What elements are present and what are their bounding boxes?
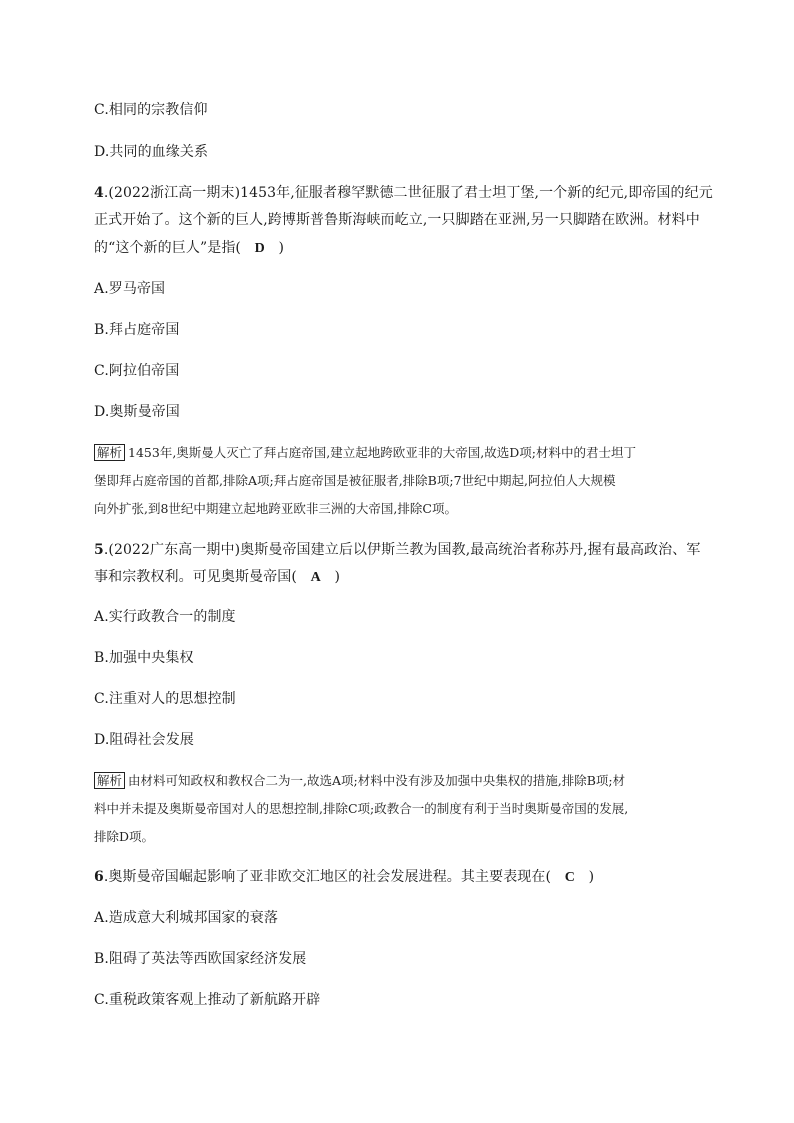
q5-option-c: C.注重对人的思想控制 <box>94 691 236 707</box>
q6-option-a: A.造成意大利城邦国家的衰落 <box>94 910 278 926</box>
q5-text-1: 奥斯曼帝国建立后以伊斯兰教为国教,最高统治者称苏丹,握有最高政治、军 <box>240 542 701 558</box>
q5-source: .(2022广东高一期中) <box>103 542 241 558</box>
q5-text-2: 事和宗教权利。可见奥斯曼帝国( <box>94 569 297 585</box>
q5-stem-line2 <box>94 567 340 588</box>
q4-analysis-text-1: 1453年,奥斯曼人灭亡了拜占庭帝国,建立起地跨欧亚非的大帝国,故选D项;材料中的君士坦丁 <box>128 445 636 460</box>
q4-answer: D <box>254 241 265 256</box>
q5-answer: A <box>310 570 321 585</box>
q4-option-b: B.拜占庭帝国 <box>94 322 180 338</box>
q5-analysis-line3: 排除D项。 <box>94 829 155 844</box>
q3-option-c: C.相同的宗教信仰 <box>94 102 208 118</box>
q6-option-b: B.阻碍了英法等西欧国家经济发展 <box>94 951 307 967</box>
q5-stem-line1 <box>94 540 700 560</box>
q4-analysis-line2: 堡即拜占庭帝国的首都,排除A项;拜占庭帝国是被征服者,排除B项;7世纪中期起,阿拉伯人大规模 <box>94 473 616 488</box>
q5-analysis-tag: 解析 <box>94 772 125 789</box>
q4-analysis-line1 <box>94 443 636 463</box>
q4-stem-line1 <box>94 183 713 203</box>
q5-analysis-line1 <box>94 771 625 791</box>
q4-analysis-line3: 向外扩张,到8世纪中期建立起地跨亚欧非三洲的大帝国,排除C项。 <box>94 501 457 516</box>
q6-answer: C <box>564 870 575 885</box>
q4-analysis-tag: 解析 <box>94 444 125 461</box>
q6-option-c: C.重税政策客观上推动了新航路开辟 <box>94 992 321 1008</box>
q4-paren-close: ) <box>278 240 285 256</box>
q5-analysis-text-1: 由材料可知政权和教权合二为一,故选A项;材料中没有涉及加强中央集权的措施,排除B项;材 <box>128 773 626 788</box>
q3-option-d: D.共同的血缘关系 <box>94 144 209 160</box>
q6-paren-close: ) <box>588 869 595 885</box>
q6-number: 6 <box>94 869 104 885</box>
q5-paren-close: ) <box>334 569 341 585</box>
q4-option-d: D.奥斯曼帝国 <box>94 404 180 420</box>
q5-number: 5 <box>94 542 104 558</box>
q4-source: .(2022浙江高一期末) <box>103 185 241 201</box>
q4-option-a: A.罗马帝国 <box>94 281 166 297</box>
q5-option-b: B.加强中央集权 <box>94 650 194 666</box>
q4-text-1: 1453年,征服者穆罕默德二世征服了君士坦丁堡,一个新的纪元,即帝国的纪元 <box>240 185 713 201</box>
q5-analysis-line2: 料中并未提及奥斯曼帝国对人的思想控制,排除C项;政教合一的制度有利于当时奥斯曼帝国的发展, <box>94 801 629 816</box>
q6-stem-line1 <box>94 867 594 888</box>
q4-stem-line2: 正式开始了。这个新的巨人,跨博斯普鲁斯海峡而屹立,一只脚踏在亚洲,另一只脚踏在欧洲。材料中 <box>94 212 700 228</box>
q5-option-a: A.实行政教合一的制度 <box>94 609 236 625</box>
q4-number: 4 <box>94 185 104 201</box>
q4-text-3: 的“这个新的巨人”是指( <box>94 240 241 256</box>
q5-option-d: D.阻碍社会发展 <box>94 732 194 748</box>
q4-stem-line3 <box>94 238 284 259</box>
q4-option-c: C.阿拉伯帝国 <box>94 363 180 379</box>
q6-text-1: .奥斯曼帝国崛起影响了亚非欧交汇地区的社会发展进程。其主要表现在( <box>103 869 552 885</box>
